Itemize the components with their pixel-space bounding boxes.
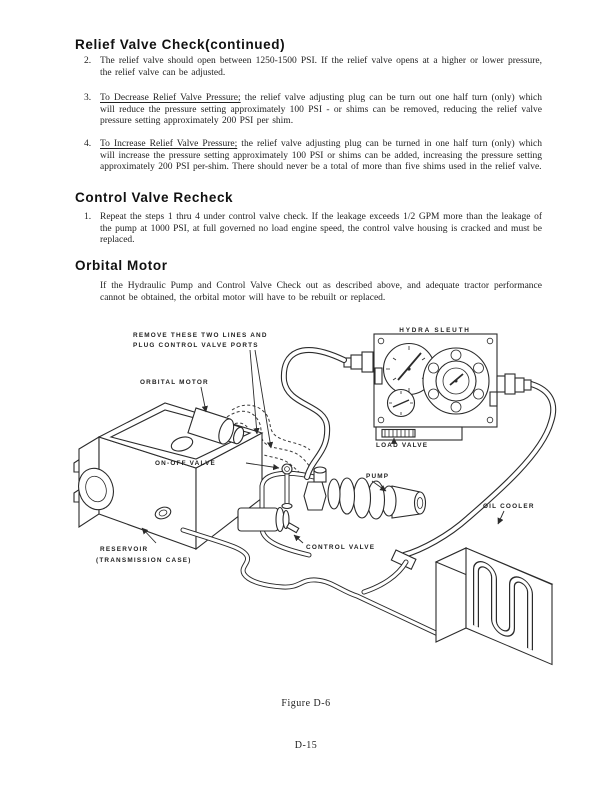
hydra-sleuth-tester — [344, 334, 531, 440]
control-valve-part — [238, 504, 299, 533]
item-lead-underlined: To Increase Relief Valve Pressure; — [100, 139, 238, 149]
pressure-gauge-small — [388, 390, 415, 417]
list-item — [84, 139, 542, 174]
section-heading-control-valve-recheck: Control Valve Recheck — [75, 190, 234, 205]
label-on-off-valve: ON-OFF VALVE — [155, 460, 217, 467]
supply-hose-to-pump — [284, 350, 344, 477]
item-number: 2. — [84, 56, 92, 66]
list-item — [84, 212, 542, 247]
item-body: Repeat the steps 1 thru 4 under control valve check. If the leakage exceeds 1/2 GPM more than the leakage of the pump at 1000 PSI, at full governed no load engine speed, the control valve housing is cracked and must be replaced. — [100, 212, 542, 246]
list-item — [84, 93, 542, 128]
pump-part — [304, 467, 426, 519]
label-pump: PUMP — [366, 473, 390, 480]
item-body: the relief valve adjusting plug can be turned in one half turn (only) which will increase the pressure setting approximately 100 PSI or shims can be added, increasing the pressure setting approximately 200 PSI per-shim. There should never be a total of more than five shims used in the relief valve. — [100, 139, 542, 173]
label-orbital-motor: ORBITAL MOTOR — [140, 379, 209, 386]
item-lead-underlined: To Decrease Relief Valve Pressure; — [100, 93, 241, 103]
control-valve-nipple — [287, 523, 299, 533]
label-reservoir-1: RESERVOIR — [100, 546, 149, 553]
page-number: D-15 — [294, 740, 318, 751]
label-remove-lines-1: REMOVE THESE TWO LINES AND — [133, 332, 268, 339]
oil-cooler-part — [436, 548, 552, 665]
item-body: the relief valve adjusting plug can be turn out one half turn (only) which will reduce the pressure setting approximately 100 PSI - or shims can be removed, reducing the relief valve pressure setting approximately 200 PSI per shim. — [100, 93, 542, 127]
on-off-valve-part — [282, 464, 292, 474]
flow-meter-flange — [423, 348, 489, 414]
item-number: 1. — [84, 212, 92, 222]
figure-caption: Figure D-6 — [281, 698, 331, 709]
label-oil-cooler: OIL COOLER — [483, 503, 535, 510]
orbital-motor-paragraph: If the Hydraulic Pump and Control Valve Check out as described above, and adequate tractor performance cannot be obtained, the orbital motor will have to be rebuilt or replaced. — [100, 281, 542, 303]
figure-d6-diagram — [0, 322, 612, 690]
section-heading-relief-valve-check: Relief Valve Check(continued) — [75, 37, 286, 52]
label-hydra-sleuth: HYDRA SLEUTH — [399, 327, 471, 334]
item-number: 3. — [84, 93, 92, 103]
load-valve-knob — [382, 430, 415, 438]
label-reservoir-2: (TRANSMISSION CASE) — [96, 557, 192, 564]
pump-hex-nut — [304, 482, 326, 510]
item-text — [100, 93, 542, 128]
label-control-valve: CONTROL VALVE — [306, 544, 376, 551]
item-body: The relief valve should open between 1250-1500 PSI. If the relief valve opens at a higher or lower pressure, the relief valve can be adjusted. — [100, 56, 542, 78]
list-item — [84, 56, 542, 79]
item-text — [100, 139, 542, 174]
item-number: 4. — [84, 139, 92, 149]
label-load-valve: LOAD VALVE — [376, 442, 429, 449]
section-heading-orbital-motor: Orbital Motor — [75, 258, 168, 273]
item-text — [100, 56, 542, 79]
label-remove-lines-2: PLUG CONTROL VALVE PORTS — [133, 342, 259, 349]
